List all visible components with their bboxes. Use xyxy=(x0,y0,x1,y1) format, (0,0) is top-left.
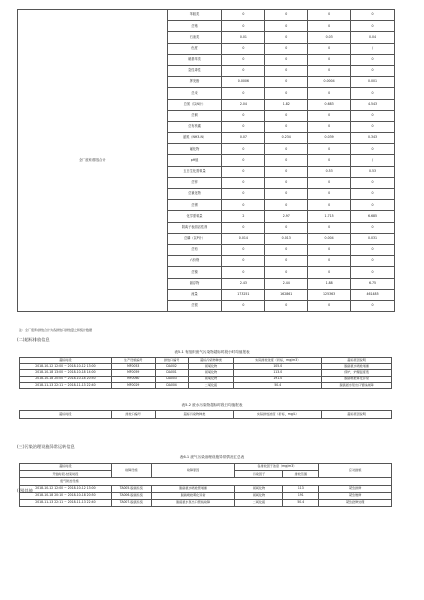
data-cell: 2018-10-18 20:00 ~ 2018-10-18 20:50 xyxy=(20,376,112,382)
value-cell: 0 xyxy=(222,10,265,21)
table-5-1-caption: 表5-1 有组织废气污染物超标时段小时均值报表 xyxy=(174,350,250,354)
header-cell: 污染因子 xyxy=(235,471,283,478)
data-cell: TA005-脱硝系统 xyxy=(111,485,151,492)
value-cell: 0 xyxy=(222,110,265,121)
value-cell: 0 xyxy=(222,54,265,65)
table-row xyxy=(20,485,392,492)
value-cell: 0.683 xyxy=(308,99,351,110)
value-cell: 461485 xyxy=(351,289,395,300)
value-cell: 0 xyxy=(308,54,351,65)
data-cell: 紧急维修 xyxy=(319,492,392,499)
table-subheader: 废气防治设施 xyxy=(20,478,392,485)
header-cell: 排放口编号 xyxy=(111,411,155,419)
data-cell: TA007-脱硫系统 xyxy=(111,499,151,506)
header-cell: 超标时段 xyxy=(20,358,112,364)
value-cell: 0 xyxy=(265,189,308,200)
value-cell: 0 xyxy=(222,300,265,311)
value-cell: 0 xyxy=(351,110,395,121)
pollutant-name-cell: 总氰化物 xyxy=(167,189,222,200)
value-cell: 0.0004 xyxy=(308,77,351,88)
header-cell: 超标污染物种类 xyxy=(188,358,234,364)
header-cell: 超标原因说明 xyxy=(322,411,392,419)
pollutant-name-cell: 总汞 xyxy=(167,88,222,99)
data-cell: TA006-脱硝系统 xyxy=(111,492,151,499)
table-5-1 xyxy=(19,357,392,389)
pollutant-name-cell: 总铅 xyxy=(167,244,222,255)
value-cell: 2.43 xyxy=(222,278,265,289)
header-cell: 实际排放浓度（折标，mg/L） xyxy=(234,411,322,419)
data-cell: 113 xyxy=(283,485,319,492)
data-cell: 50.4 xyxy=(234,382,322,388)
value-cell: 0 xyxy=(265,300,308,311)
value-cell: 2 xyxy=(222,211,265,222)
value-cell: 0 xyxy=(308,256,351,267)
data-cell: MF0029 xyxy=(111,382,155,388)
value-cell: 0 xyxy=(351,65,395,76)
value-cell: 0 xyxy=(222,222,265,233)
value-cell: 0 xyxy=(265,155,308,166)
pollutant-name-cell: 氟化物 xyxy=(167,144,222,155)
value-cell: 125363 xyxy=(308,289,351,300)
value-cell: 0 xyxy=(308,43,351,54)
pollutant-name-cell: 阴离子表面活性剂 xyxy=(167,222,222,233)
value-cell: 0 xyxy=(222,144,265,155)
value-cell: 0 xyxy=(351,121,395,132)
pollutant-name-cell: 化学需氧量 xyxy=(167,211,222,222)
value-cell: 0.53 xyxy=(308,166,351,177)
value-cell: 0 xyxy=(351,300,395,311)
pollutant-name-cell: 石油类 xyxy=(167,32,222,43)
value-cell: 0.04 xyxy=(351,32,395,43)
data-cell: 50.4 xyxy=(283,499,319,506)
value-cell: 0.0006 xyxy=(222,77,265,88)
value-cell: 0.01 xyxy=(222,32,265,43)
data-cell: 2018-11-13 22:11 ~ 2018-11-13 22:40 xyxy=(20,499,112,506)
pollutant-name-cell: 总镍 xyxy=(167,267,222,278)
data-cell: 2018-10-18 20:10 ~ 2018-10-18 20:50 xyxy=(20,492,112,499)
value-cell: 0.343 xyxy=(351,133,395,144)
value-cell: 0 xyxy=(308,267,351,278)
pollutant-name-cell: 总铬 xyxy=(167,21,222,32)
data-cell: 脱硝喷枪雾化异常 xyxy=(151,492,235,499)
header-cell: 开始时段-结束时段 xyxy=(20,471,112,478)
table-row xyxy=(20,492,392,499)
value-cell: 2.97 xyxy=(265,211,308,222)
value-cell: 0 xyxy=(222,65,265,76)
data-cell: 氮氧化物 xyxy=(188,370,234,376)
value-cell: 0 xyxy=(222,21,265,32)
header-cell: 故障设施 xyxy=(111,464,151,478)
value-cell: 0.014 xyxy=(222,233,265,244)
value-cell: 0 xyxy=(222,43,265,54)
value-cell: 4.543 xyxy=(351,99,395,110)
header-cell: 排放范围 xyxy=(283,471,319,478)
value-cell: 0.013 xyxy=(265,233,308,244)
section-heading-other: (四)其他 xyxy=(17,488,33,493)
emission-summary-table xyxy=(17,9,395,312)
data-cell: 脱硝氨水喷枪管堵塞 xyxy=(151,485,235,492)
header-cell: 生产设施编号 xyxy=(111,358,155,364)
value-cell: 6.685 xyxy=(351,211,395,222)
value-cell: 0.07 xyxy=(222,133,265,144)
value-cell: 0 xyxy=(308,10,351,21)
data-cell: 氮氧化物 xyxy=(188,376,234,382)
data-cell: 105.0 xyxy=(234,364,322,370)
value-cell: 0 xyxy=(265,244,308,255)
value-cell: 0 xyxy=(351,267,395,278)
pollutant-name-cell: 流量 xyxy=(167,289,222,300)
value-cell: 0 xyxy=(351,144,395,155)
pollutant-name-cell: 总银 xyxy=(167,300,222,311)
value-cell: 0 xyxy=(265,21,308,32)
value-cell: 0 xyxy=(222,166,265,177)
data-cell: 脱硫氨水泵出口管线故障 xyxy=(322,382,392,388)
value-cell: 0 xyxy=(308,244,351,255)
table-6-1 xyxy=(19,463,392,507)
value-cell: 1.88 xyxy=(308,278,351,289)
value-cell: 0 xyxy=(351,256,395,267)
value-cell: 0 xyxy=(308,121,351,132)
value-cell: 0 xyxy=(351,177,395,188)
data-cell: 2018-11-13 22:11 ~ 2018-11-13 22:40 xyxy=(20,382,112,388)
value-cell: 0 xyxy=(308,222,351,233)
data-cell: 氮氧化物 xyxy=(188,364,234,370)
value-cell: 0 xyxy=(265,110,308,121)
data-cell: DA002 xyxy=(155,364,188,370)
data-cell: 脱硫氨水泵出口管线故障 xyxy=(151,499,235,506)
value-cell: 0 xyxy=(265,144,308,155)
data-cell: 脱硝喷枪雾化异常 xyxy=(322,376,392,382)
pollutant-name-cell: 急性毒性 xyxy=(167,65,222,76)
value-cell: / xyxy=(351,155,395,166)
pollutant-name-cell: 悬浮物 xyxy=(167,278,222,289)
pollutant-name-cell: 总磷（以P计） xyxy=(167,233,222,244)
value-cell: 0 xyxy=(265,121,308,132)
value-cell: 0.001 xyxy=(351,77,395,88)
data-cell: 2018-10-18 13:00 ~ 2018-10-18 14:00 xyxy=(20,370,112,376)
value-cell: 0 xyxy=(308,177,351,188)
table-6-1-caption: 表6-1 废气污染治理设施异常情况汇总表 xyxy=(179,455,245,459)
value-cell: 0 xyxy=(222,177,265,188)
data-cell: 2018-10-12 12:00 ~ 2018-10-12 13:00 xyxy=(20,364,112,370)
value-cell: 0 xyxy=(308,21,351,32)
header-row xyxy=(20,411,392,419)
pollutant-name-cell: 氨氮（NH3-N） xyxy=(167,133,222,144)
pollutant-name-cell: 总锌 xyxy=(167,177,222,188)
value-cell: 0 xyxy=(308,300,351,311)
value-cell: 2.44 xyxy=(265,278,308,289)
table-row xyxy=(20,382,392,388)
data-cell: MF0059 xyxy=(111,370,155,376)
section-heading-abnormal: (三)污染治理设施异常运转信息 xyxy=(17,444,75,449)
value-cell: 0 xyxy=(351,54,395,65)
value-cell: 0 xyxy=(351,21,395,32)
table-row xyxy=(20,499,392,506)
data-cell: DA001 xyxy=(155,370,188,376)
data-cell: MF0053 xyxy=(111,364,155,370)
pollutant-name-cell: pH值 xyxy=(167,155,222,166)
value-cell: 0 xyxy=(222,88,265,99)
value-cell: 1.715 xyxy=(308,211,351,222)
data-cell: DA003 xyxy=(155,376,188,382)
value-cell: 0 xyxy=(351,189,395,200)
value-cell: 0 xyxy=(351,88,395,99)
value-cell: 0 xyxy=(265,222,308,233)
table-5-2-caption: 表5-2 废水污染物超标时段日均值报表 xyxy=(181,403,243,407)
value-cell: 0 xyxy=(265,200,308,211)
data-cell: 191.0 xyxy=(234,376,322,382)
value-cell: 162861 xyxy=(265,289,308,300)
header-cell: 各排放因子浓度（mg/m3） xyxy=(235,464,319,471)
value-cell: 0 xyxy=(265,54,308,65)
value-cell: 173251 xyxy=(222,289,265,300)
table-5-2 xyxy=(19,410,392,419)
value-cell: 0 xyxy=(308,155,351,166)
table-row xyxy=(18,10,395,21)
value-cell: 0 xyxy=(265,166,308,177)
value-cell: 0 xyxy=(351,10,395,21)
value-cell: 0 xyxy=(308,144,351,155)
data-cell: 紧急抢修处理 xyxy=(319,499,392,506)
value-cell: 2.04 xyxy=(222,99,265,110)
value-cell: 0 xyxy=(222,155,265,166)
data-cell: 113.0 xyxy=(234,370,322,376)
data-cell: 二氧化硫 xyxy=(235,499,283,506)
pollutant-name-cell: 总有机碳 xyxy=(167,121,222,132)
value-cell: 0 xyxy=(265,177,308,188)
value-cell: 0.234 xyxy=(265,133,308,144)
value-cell: 0 xyxy=(265,32,308,43)
value-cell: 0 xyxy=(265,43,308,54)
header-cell: 超标时段 xyxy=(20,411,112,419)
table-footnote: 注：全厂废弃/排放合计为各排放口排放量之和统计数据 xyxy=(19,328,93,332)
value-cell: 0 xyxy=(308,189,351,200)
value-cell: 0 xyxy=(222,244,265,255)
value-cell: 0 xyxy=(265,267,308,278)
value-cell: 0 xyxy=(351,200,395,211)
header-cell: 实际排放浓度（折标，mg/m3） xyxy=(234,358,322,364)
header-cell: 排放口编号 xyxy=(155,358,188,364)
header-cell: 应对措施 xyxy=(319,464,392,478)
value-cell: 0 xyxy=(308,200,351,211)
data-cell: 脱硝氨水喷枪堵塞 xyxy=(322,364,392,370)
value-cell: 0 xyxy=(308,88,351,99)
value-cell: 0.039 xyxy=(308,133,351,144)
header-cell: 超标污染物种类 xyxy=(155,411,234,419)
value-cell: 0 xyxy=(308,65,351,76)
data-cell: 2018-10-12 12:00 ~ 2018-10-12 13:00 xyxy=(20,485,112,492)
value-cell: 0 xyxy=(265,88,308,99)
data-cell: 停炉，炉膛温度低 xyxy=(322,370,392,376)
value-cell: 0 xyxy=(265,256,308,267)
value-cell: 0 xyxy=(222,200,265,211)
section-heading-exceedance: (二)超标排放信息 xyxy=(17,337,50,342)
value-cell: 0 xyxy=(222,121,265,132)
header-cell: 超标原因说明 xyxy=(322,358,392,364)
pollutant-name-cell: 五日生化需氧量 xyxy=(167,166,222,177)
header-cell: 超标时段 xyxy=(20,464,112,471)
data-cell: 氮氧化物 xyxy=(235,492,283,499)
value-cell: 0 xyxy=(265,77,308,88)
data-cell: 191 xyxy=(283,492,319,499)
pollutant-name-cell: 硝基苯类 xyxy=(167,54,222,65)
value-cell: 1.82 xyxy=(265,99,308,110)
value-cell: 0.004 xyxy=(308,233,351,244)
pollutant-name-cell: 挥发酚 xyxy=(167,77,222,88)
pollutant-name-cell: 总铜 xyxy=(167,110,222,121)
value-cell: 0 xyxy=(265,10,308,21)
value-cell: 6.75 xyxy=(351,278,395,289)
value-cell: 0 xyxy=(222,256,265,267)
value-cell: 0.031 xyxy=(351,233,395,244)
value-cell: 0 xyxy=(351,244,395,255)
value-cell: 0.03 xyxy=(308,32,351,43)
pollutant-name-cell: 苯胺类 xyxy=(167,10,222,21)
data-cell: DA004 xyxy=(155,382,188,388)
value-cell: 0 xyxy=(222,267,265,278)
header-cell: 故障原因 xyxy=(151,464,235,478)
data-cell: 二氧化硫 xyxy=(188,382,234,388)
data-cell: 氮氧化物 xyxy=(235,485,283,492)
value-cell: 0 xyxy=(222,189,265,200)
data-cell: 紧急排修 xyxy=(319,485,392,492)
value-cell: / xyxy=(351,43,395,54)
pollutant-name-cell: 六价铬 xyxy=(167,256,222,267)
value-cell: 0 xyxy=(265,65,308,76)
data-cell: MF0060 xyxy=(111,376,155,382)
value-cell: 0 xyxy=(308,110,351,121)
pollutant-name-cell: 总锡 xyxy=(167,200,222,211)
value-cell: 0.53 xyxy=(351,166,395,177)
value-cell: 0 xyxy=(351,222,395,233)
group-label-cell: 全厂废弃/排放合计 xyxy=(18,10,168,312)
pollutant-name-cell: 色度 xyxy=(167,43,222,54)
pollutant-name-cell: 总氮（以N计） xyxy=(167,99,222,110)
